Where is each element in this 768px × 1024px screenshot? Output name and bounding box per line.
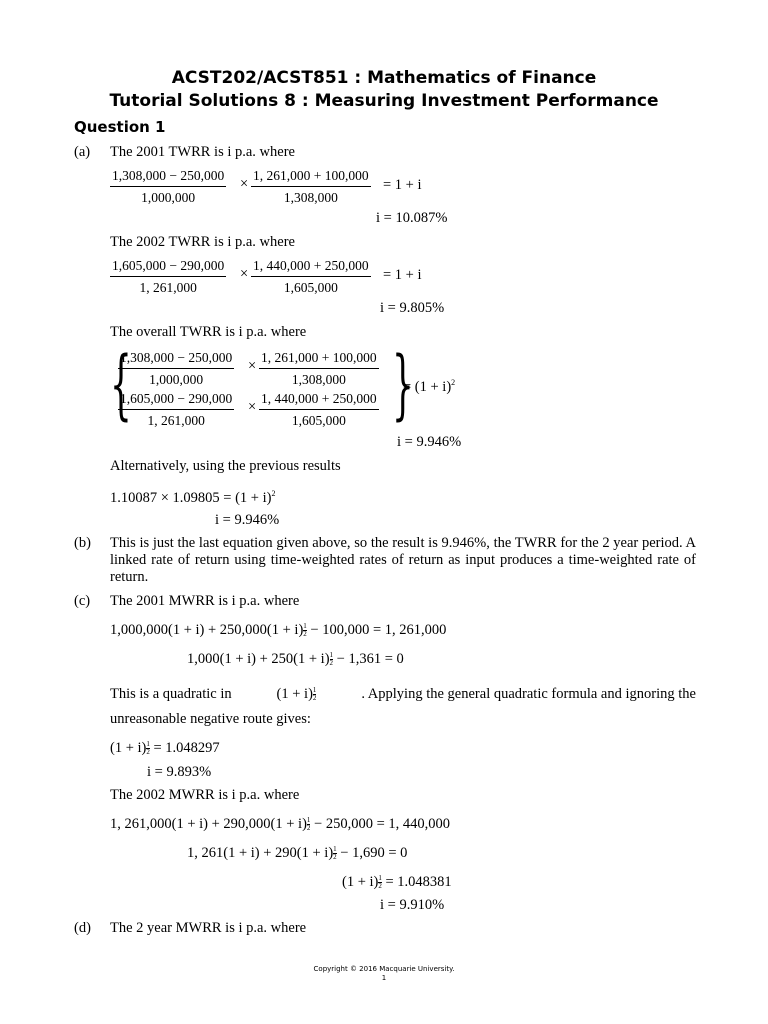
part-a-label: (a) [74,144,91,160]
twrr-2001-rhs: = 1 + i [383,177,422,193]
twrr-2002-fraction-1 [110,258,226,296]
overall-twrr-intro: The overall TWRR is i p.a. where [110,324,307,340]
quadratic-line [110,686,696,702]
fraction-numerator: 1, 261,000 + 100,000 [259,350,379,369]
half-num: 1 [146,740,150,748]
times-sign: × [240,176,249,192]
quadratic-expr-text: (1 + i) [276,686,313,702]
times-sign: × [240,266,249,282]
twrr-2002-fraction-2 [251,258,371,296]
mwrr-2002-root [342,874,452,890]
root-left: (1 + i) [110,740,147,756]
overall-row1-fraction-1 [118,350,234,388]
alternative-result: i = 9.946% [215,512,280,528]
footer-copyright: Copyright © 2016 Macquarie University. [313,965,455,973]
equation-right: − 1,690 = 0 [336,845,408,861]
half-num: 1 [312,686,317,694]
fraction-denominator: 1, 261,000 [147,413,205,428]
mwrr-2001-root [110,740,220,756]
quadratic-text-b: . Applying the general quadratic formula and ignoring the [361,686,696,702]
alternative-intro: Alternatively, using the previous results [110,458,341,474]
fraction-denominator: 1,000,000 [141,190,196,205]
fraction-numerator: 1, 440,000 + 250,000 [259,391,379,410]
mwrr-2001-intro: The 2001 MWRR is i p.a. where [110,593,300,609]
fraction-denominator: 1,308,000 [283,190,338,205]
half-num: 1 [303,622,307,630]
footer-page-number: 1 [381,974,387,982]
fraction-numerator: 1, 261,000 + 100,000 [251,168,371,187]
fraction-denominator: 1, 261,000 [139,280,197,295]
overall-row2-fraction-1 [118,391,234,429]
overall-row1-fraction-2 [259,350,379,388]
right-brace: } [392,339,414,428]
page-title-line1: ACST202/ACST851 : Mathematics of Finance [171,68,597,88]
overall-rhs-text: = (1 + i) [403,379,452,395]
root-left: (1 + i) [342,874,379,890]
twrr-2002-rhs: = 1 + i [383,267,422,283]
times-sign: × [248,399,257,415]
equation-right: − 1,361 = 0 [333,651,404,667]
exponent: 2 [271,489,276,498]
alternative-equation-text: 1.10087 × 1.09805 = (1 + i) [110,490,272,506]
half-den: 2 [303,630,307,638]
part-c-label: (c) [74,593,91,609]
fraction-denominator: 1,308,000 [291,372,346,387]
root-right: = 1.048381 [381,874,452,890]
half-den: 2 [312,694,317,702]
half-den: 2 [146,748,150,756]
left-brace: { [110,339,132,428]
part-b-label: (b) [74,535,91,551]
half-num: 1 [378,874,382,882]
part-d-label: (d) [74,920,91,936]
equation-right: − 100,000 = 1, 261,000 [306,622,447,638]
half-den: 2 [306,824,311,832]
quadratic-expression [277,686,317,702]
fraction-numerator: 1,308,000 − 250,000 [118,350,234,369]
twrr-2001-fraction-1 [110,168,226,206]
fraction-denominator: 1,000,000 [149,372,204,387]
twrr-2001-intro: The 2001 TWRR is i p.a. where [110,144,295,160]
part-b-text: This is just the last equation given above, so the result is 9.946%, the TWRR for the 2 year period. A linked rate of return using time-weighted rates of return as input produces a time-weighted rate of return. [110,535,696,585]
twrr-2001-result: i = 10.087% [376,210,448,226]
mwrr-2001-result: i = 9.893% [147,764,212,780]
equation-left: 1, 261(1 + i) + 290(1 + i) [187,845,334,861]
fraction-numerator: 1,605,000 − 290,000 [118,391,234,410]
root-right: = 1.048297 [149,740,220,756]
overall-rhs [403,378,455,396]
equation-left: 1,000(1 + i) + 250(1 + i) [187,651,330,667]
half-den: 2 [333,853,337,861]
half-num: 1 [329,651,334,659]
half-num: 1 [333,845,337,853]
half-den: 2 [329,659,334,667]
half-den: 2 [378,882,382,890]
fraction-numerator: 1,308,000 − 250,000 [110,168,226,187]
half-exponent [313,687,317,702]
alternative-equation [110,486,275,506]
overall-row2-fraction-2 [259,391,379,429]
overall-twrr-result: i = 9.946% [397,434,462,450]
twrr-2002-intro: The 2002 TWRR is i p.a. where [110,234,295,250]
twrr-2002-result: i = 9.805% [380,300,445,316]
quadratic-text-a: This is a quadratic in [110,686,232,702]
mwrr-2002-result: i = 9.910% [380,897,445,913]
part-d-intro: The 2 year MWRR is i p.a. where [110,920,307,936]
fraction-denominator: 1,605,000 [291,413,346,428]
mwrr-2002-equation-2 [187,845,407,861]
quadratic-text-c: unreasonable negative route gives: [110,711,311,727]
equation-right: − 250,000 = 1, 440,000 [310,816,451,832]
fraction-denominator: 1,605,000 [283,280,338,295]
half-num: 1 [306,816,311,824]
times-sign: × [248,358,257,374]
mwrr-2001-equation-1 [110,622,446,638]
equation-left: 1, 261,000(1 + i) + 290,000(1 + i) [110,816,307,832]
exponent: 2 [451,378,456,387]
mwrr-2001-equation-2 [187,651,404,667]
twrr-2001-fraction-2 [251,168,371,206]
equation-left: 1,000,000(1 + i) + 250,000(1 + i) [110,622,304,638]
fraction-numerator: 1,605,000 − 290,000 [110,258,226,277]
page-title-line2: Tutorial Solutions 8 : Measuring Investment Performance [109,91,659,111]
fraction-numerator: 1, 440,000 + 250,000 [251,258,371,277]
question-heading: Question 1 [74,118,166,136]
mwrr-2002-intro: The 2002 MWRR is i p.a. where [110,787,300,803]
mwrr-2002-equation-1 [110,816,450,832]
